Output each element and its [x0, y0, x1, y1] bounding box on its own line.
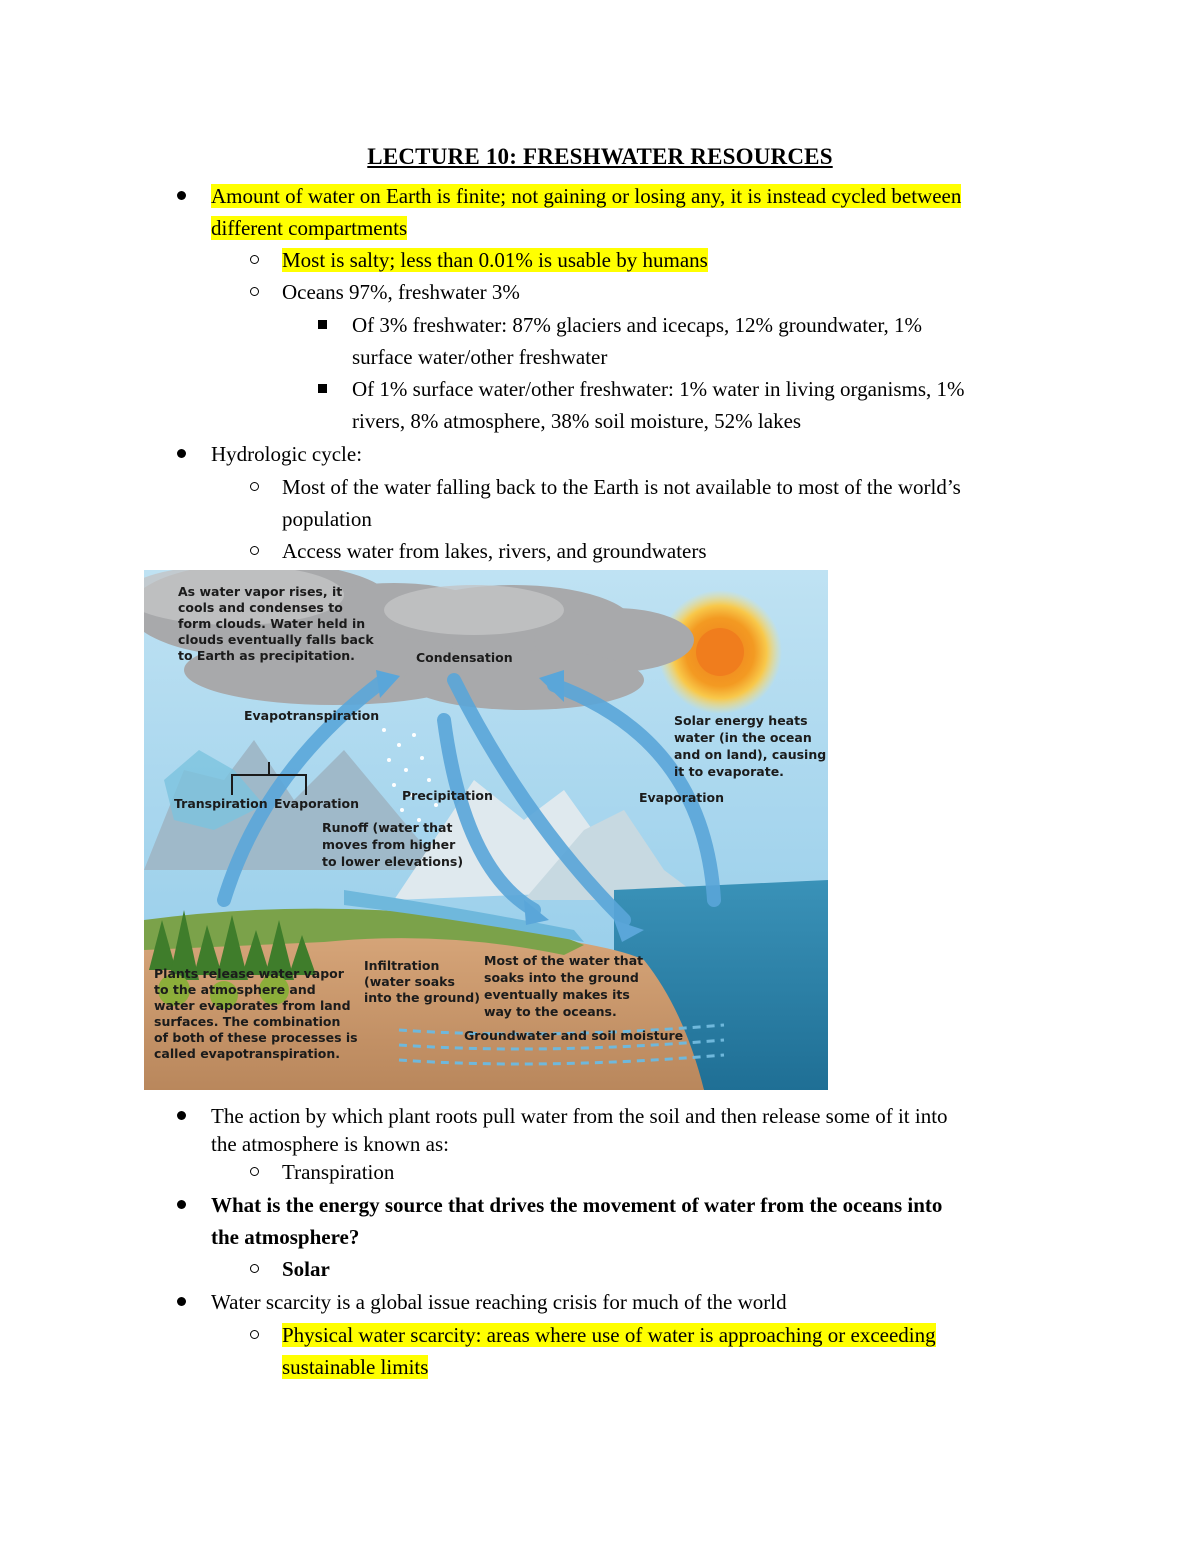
bullet-dot [177, 1200, 186, 1209]
text-line: Physical water scarcity: areas where use of water is approaching or exceeding [282, 1323, 936, 1347]
bullet-circle [250, 1330, 259, 1339]
page-title: LECTURE 10: FRESHWATER RESOURCES [367, 144, 833, 169]
transpiration-label: Transpiration [174, 796, 268, 811]
clouds-text: As water vapor rises, it cools and condenses to form clouds. Water held in clouds eventually falls back to Earth as precipitation. [178, 584, 374, 663]
bullet-circle [250, 482, 259, 491]
text-line: different compartments [211, 216, 408, 240]
text-line: Transpiration [282, 1160, 395, 1184]
text-line: Access water from lakes, rivers, and groundwaters [282, 539, 707, 563]
text-line: Most of the water falling back to the Earth is not available to most of the world’s [282, 475, 961, 499]
text-line: Oceans 97%, freshwater 3% [282, 280, 520, 304]
text-line: sustainable limits [282, 1355, 429, 1379]
bullet-dot [177, 1111, 186, 1120]
text-line: Most is salty; less than 0.01% is usable by humans [282, 248, 708, 272]
infiltration-text: Infiltration (water soaks into the ground) [364, 958, 480, 1005]
bullet-circle [250, 1167, 259, 1176]
text-line: Amount of water on Earth is finite; not gaining or losing any, it is instead cycled between [211, 184, 962, 208]
evaporation-left-label: Evaporation [274, 796, 360, 811]
text-line: population [282, 507, 372, 531]
evapotranspiration-label: Evapotranspiration [244, 708, 380, 723]
text-line: Solar [282, 1257, 330, 1281]
bullet-circle [250, 255, 259, 264]
plants-text: Plants release water vapor to the atmosphere and water evaporates from land surfaces. The combination of both of these processes is called evapotranspiration. [154, 966, 358, 1061]
text-line: Water scarcity is a global issue reaching crisis for much of the world [211, 1290, 787, 1314]
text-line: surface water/other freshwater [352, 345, 608, 369]
text-line: What is the energy source that drives the movement of water from the oceans into [211, 1193, 943, 1217]
bullet-circle [250, 546, 259, 555]
bullet-circle [250, 1264, 259, 1273]
hydrologic-cycle-diagram [144, 570, 828, 1090]
bullet-circle [250, 287, 259, 296]
bullet-square [318, 384, 327, 393]
text-line: the atmosphere is known as: [211, 1132, 449, 1156]
text-line: The action by which plant roots pull water from the soil and then release some of it into [211, 1104, 948, 1128]
runoff-text: Runoff (water that moves from higher to lower elevations) [322, 820, 464, 869]
text-line: Of 1% surface water/other freshwater: 1% water in living organisms, 1% [352, 377, 965, 401]
precipitation-label: Precipitation [402, 788, 493, 803]
bullet-dot [177, 449, 186, 458]
groundwater-label: Groundwater and soil moisture [464, 1028, 684, 1043]
text-line: the atmosphere? [211, 1225, 360, 1249]
text-line: rivers, 8% atmosphere, 38% soil moisture, 52% lakes [352, 409, 802, 433]
evaporation-right-label: Evaporation [639, 790, 725, 805]
bullet-dot [177, 1297, 186, 1306]
text-line: Hydrologic cycle: [211, 442, 363, 466]
solar-text: Solar energy heats water (in the ocean and on land), causing it to evaporate. [674, 713, 827, 779]
text-line: Of 3% freshwater: 87% glaciers and icecaps, 12% groundwater, 1% [352, 313, 923, 337]
bullet-square [318, 320, 327, 329]
most-water-text: Most of the water that soaks into the ground eventually makes its way to the oceans. [484, 953, 644, 1019]
condensation-label: Condensation [416, 650, 513, 665]
bullet-dot [177, 191, 186, 200]
